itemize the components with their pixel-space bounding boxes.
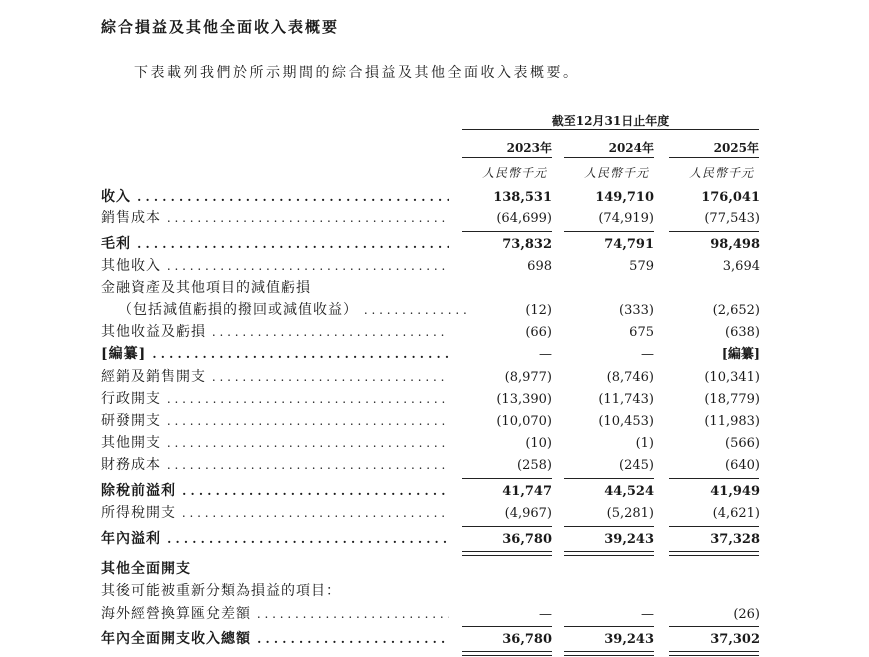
row-label: 其他收益及虧損 . . . (101, 321, 449, 344)
row-label: [編纂] . . . (101, 343, 449, 366)
table-row (0, 207, 869, 230)
value-2023: (4,967) (504, 506, 552, 521)
value-2024: 149,710 (595, 190, 654, 205)
value-2023: (258) (517, 458, 552, 473)
value-2025: [編纂] (721, 347, 760, 362)
subtotal-rule (669, 231, 759, 232)
value-2025: (640) (725, 458, 760, 473)
year-header-2025: 2025年 (713, 141, 759, 155)
value-2025: (10,341) (704, 370, 760, 385)
value-2024: 44,524 (604, 484, 654, 499)
value-2024: 39,243 (604, 532, 654, 547)
value-2023: (10,070) (496, 414, 552, 429)
value-2023: (8,977) (504, 370, 552, 385)
subtotal-rule (564, 626, 654, 627)
intro-text: 下表載列我們於所示期間的綜合損益及其他全面收入表概要。 (134, 65, 580, 81)
value-2025: (566) (725, 436, 760, 451)
value-2023: — (539, 347, 552, 362)
subtotal-rule (462, 478, 552, 479)
value-2023: (64,699) (496, 211, 552, 226)
row-label: 除稅前溢利 . . . (101, 480, 449, 503)
value-2025: (4,621) (712, 506, 760, 521)
value-2024: (8,746) (606, 370, 654, 385)
value-2024: 74,791 (604, 237, 654, 252)
row-label: 收入 . . . (101, 186, 449, 209)
row-label: 其他收入 . . . (101, 255, 449, 278)
row-label: 所得稅開支 . . . (101, 502, 449, 525)
total-double-rule (669, 551, 759, 556)
value-2025: (2,652) (712, 303, 760, 318)
value-2023: (13,390) (496, 392, 552, 407)
value-2025: 37,302 (710, 632, 760, 647)
value-2025: (77,543) (704, 211, 760, 226)
table-row (0, 277, 869, 300)
row-label: 海外經營換算匯兌差額 . . . (101, 603, 449, 626)
subtotal-rule (462, 231, 552, 232)
value-2023: 41,747 (502, 484, 552, 499)
row-label: 金融資產及其他項目的減值虧損 (101, 280, 311, 296)
value-2025: 37,328 (710, 532, 760, 547)
table-row (0, 432, 869, 455)
value-2024: (5,281) (606, 506, 654, 521)
table-row (0, 580, 869, 603)
row-label: （包括減值虧損的撥回或減值收益） . . . (118, 299, 466, 322)
value-2024: 579 (629, 259, 654, 274)
row-label: 其他開支 . . . (101, 432, 449, 455)
total-double-rule (564, 551, 654, 556)
subtotal-rule (564, 478, 654, 479)
value-2023: (66) (525, 325, 552, 340)
period-header: 截至12月31日止年度 (551, 114, 670, 128)
table-row (0, 299, 869, 322)
table-row (0, 502, 869, 525)
value-2025: 98,498 (710, 237, 760, 252)
year-header-2023: 2023年 (506, 141, 552, 155)
section-title: 綜合損益及其他全面收入表概要 (101, 18, 340, 36)
subtotal-rule (669, 526, 759, 527)
row-label: 年內全面開支收入總額 . . . (101, 628, 449, 651)
value-2024: (11,743) (598, 392, 654, 407)
value-2024: 39,243 (604, 632, 654, 647)
value-2025: (26) (733, 607, 760, 622)
table-row (0, 528, 869, 551)
value-2024: (74,919) (598, 211, 654, 226)
row-label: 其後可能被重新分類為損益的項目： (101, 583, 341, 599)
table-row (0, 480, 869, 503)
row-label: 行政開支 . . . (101, 388, 449, 411)
total-double-rule (462, 651, 552, 656)
row-label: 研發開支 . . . (101, 410, 449, 433)
table-row (0, 186, 869, 209)
subtotal-rule (564, 526, 654, 527)
year-rule-2024 (564, 157, 654, 158)
table-row (0, 255, 869, 278)
total-double-rule (669, 651, 759, 656)
value-2023: — (539, 607, 552, 622)
table-row (0, 628, 869, 651)
value-2025: 176,041 (701, 190, 760, 205)
row-label: 財務成本 . . . (101, 454, 449, 477)
subtotal-rule (462, 626, 552, 627)
unit-label-2024: 人民幣千元 (583, 166, 649, 180)
table-row (0, 321, 869, 344)
value-2023: (12) (525, 303, 552, 318)
period-header-rule (462, 129, 759, 130)
table-row (0, 388, 869, 411)
table-row (0, 454, 869, 477)
table-row (0, 233, 869, 256)
value-2024: 675 (629, 325, 654, 340)
subtotal-rule (669, 626, 759, 627)
subtotal-rule (462, 526, 552, 527)
row-label: 經銷及銷售開支 . . . (101, 366, 449, 389)
row-label: 年內溢利 . . . (101, 528, 449, 551)
year-header-2024: 2024年 (608, 141, 654, 155)
subtotal-rule (669, 478, 759, 479)
value-2024: — (641, 347, 654, 362)
value-2025: 41,949 (710, 484, 760, 499)
year-rule-2023 (462, 157, 552, 158)
value-2025: 3,694 (722, 259, 760, 274)
value-2025: (638) (725, 325, 760, 340)
value-2023: 73,832 (502, 237, 552, 252)
value-2024: (245) (619, 458, 654, 473)
value-2023: 138,531 (493, 190, 552, 205)
value-2023: 36,780 (502, 632, 552, 647)
table-row (0, 603, 869, 626)
table-row (0, 343, 869, 366)
unit-label-2023: 人民幣千元 (481, 166, 547, 180)
total-double-rule (462, 551, 552, 556)
table-row (0, 558, 869, 581)
unit-label-2025: 人民幣千元 (688, 166, 754, 180)
value-2023: 698 (527, 259, 552, 274)
year-rule-2025 (669, 157, 759, 158)
table-row (0, 366, 869, 389)
total-double-rule (564, 651, 654, 656)
value-2023: (10) (525, 436, 552, 451)
value-2024: (1) (635, 436, 654, 451)
row-label: 毛利 . . . (101, 233, 449, 256)
table-row (0, 410, 869, 433)
value-2024: — (641, 607, 654, 622)
row-label: 銷售成本 . . . (101, 207, 449, 230)
value-2025: (18,779) (704, 392, 760, 407)
value-2023: 36,780 (502, 532, 552, 547)
subtotal-rule (564, 231, 654, 232)
value-2024: (10,453) (598, 414, 654, 429)
row-label: 其他全面開支 (101, 561, 191, 577)
value-2024: (333) (619, 303, 654, 318)
value-2025: (11,983) (704, 414, 760, 429)
